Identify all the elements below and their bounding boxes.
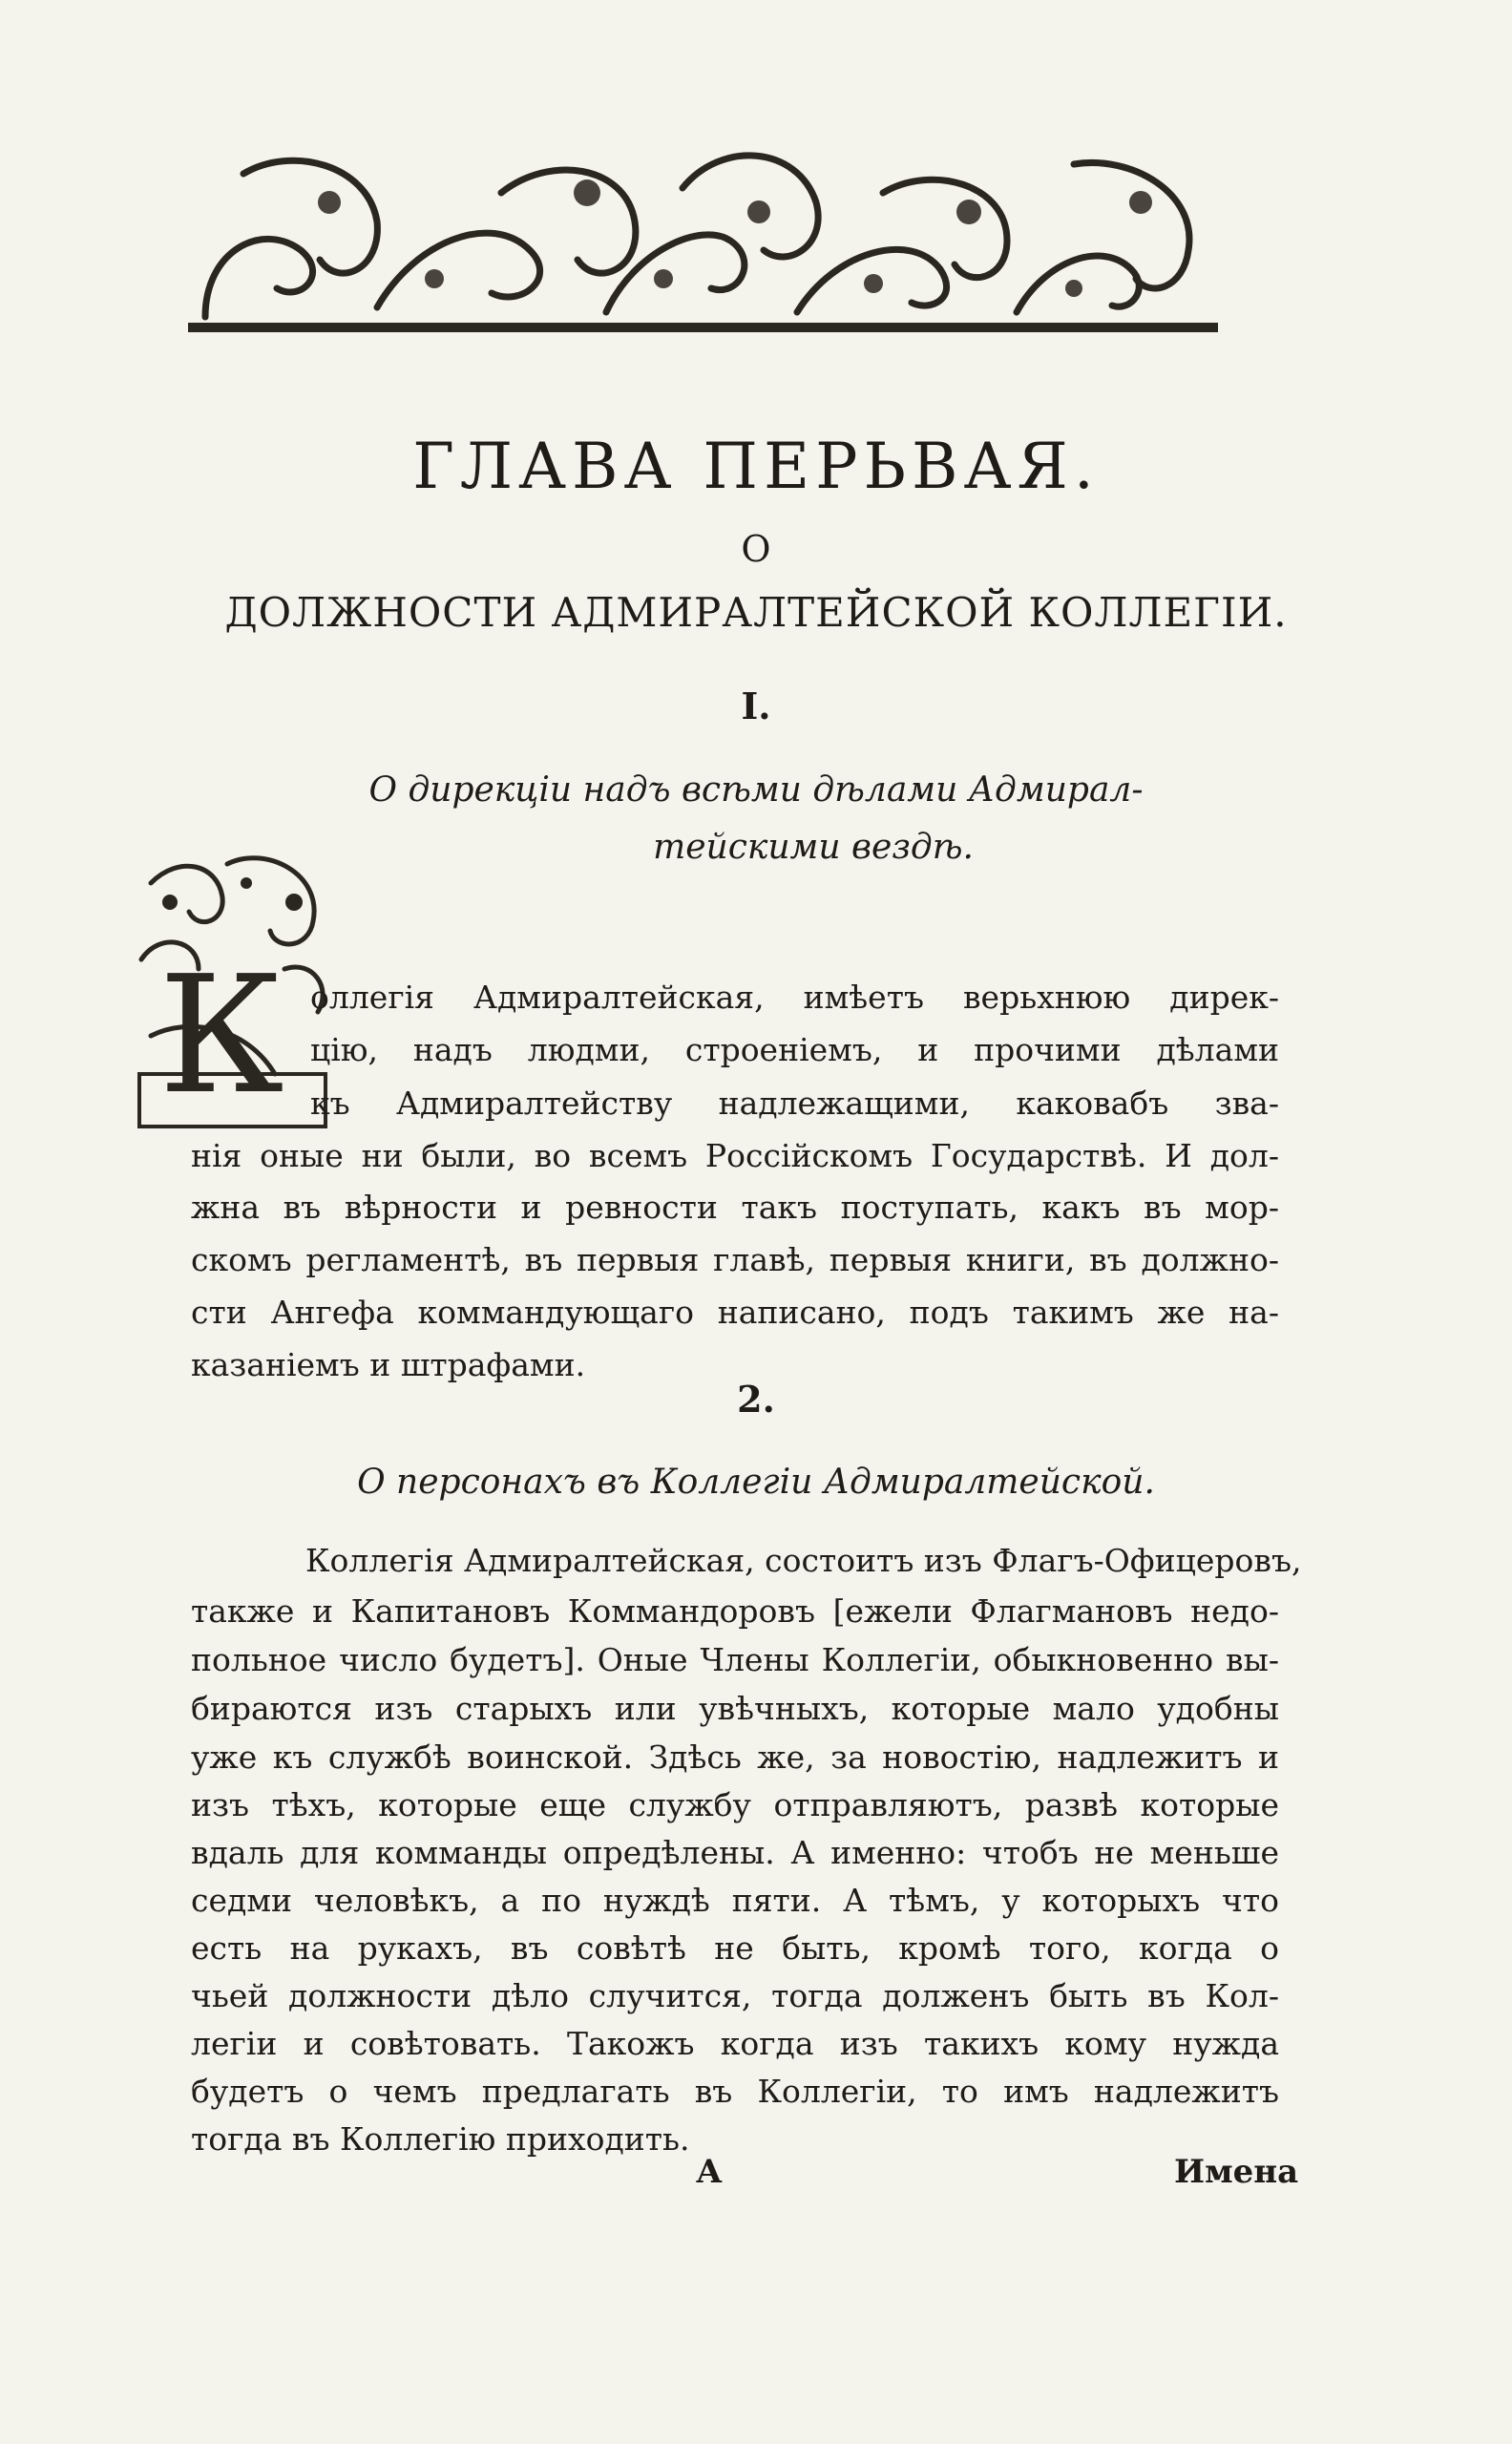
- text-line: польное число будетъ]. Оные Члены Коллегіи, обыкновенно вы-: [191, 1641, 1279, 1678]
- text-line: казаніемъ и штрафами.: [191, 1346, 586, 1383]
- text-line: вдаль для комманды опредѣлены. А именно: чтобъ не меньше: [191, 1834, 1279, 1871]
- section-heading-line: тейскими вездѣ.: [653, 828, 974, 867]
- signature-mark: А: [696, 2153, 723, 2191]
- chapter-subtitle: ДОЛЖНОСТИ АДМИРАЛТЕЙСКОЙ КОЛЛЕГІИ.: [224, 589, 1288, 636]
- text-line: есть на рукахъ, въ совѣтѣ не быть, кромѣ того, когда о: [191, 1929, 1279, 1967]
- chapter-preposition: О: [741, 528, 771, 570]
- chapter-title: ГЛАВА ПЕРЬВАЯ.: [412, 430, 1100, 503]
- text-line: Коллегія Адмиралтейская, состоитъ изъ Флагъ-Офицеровъ,: [305, 1542, 1302, 1579]
- text-line: сти Ангефа коммандующаго написано, подъ такимъ же на-: [191, 1294, 1279, 1331]
- text-line: нія оные ни были, во всемъ Россійскомъ Государствѣ. И дол-: [191, 1137, 1279, 1174]
- section-heading: О персонахъ въ Коллегіи Адмиралтейской.: [357, 1463, 1155, 1502]
- decorated-initial: [132, 845, 337, 1133]
- text-line: также и Капитановъ Коммандоровъ [ежели Флагмановъ недо-: [191, 1592, 1279, 1630]
- catchword: Имена: [1174, 2153, 1299, 2191]
- text-line: жна въ вѣрности и ревности такъ поступать, какъ въ мор-: [191, 1189, 1279, 1226]
- text-line: уже къ службѣ воинской. Здѣсь же, за новостію, надлежитъ и: [191, 1738, 1279, 1776]
- text-line: къ Адмиралтейству надлежащими, каковабъ зва-: [310, 1085, 1279, 1122]
- text-line: легіи и совѣтовать. Такожъ когда изъ такихъ кому нужда: [191, 2025, 1279, 2062]
- text-line: бираются изъ старыхъ или увѣчныхъ, которые мало удобны: [191, 1690, 1279, 1727]
- text-line: оллегія Адмиралтейская, имѣетъ верьхнюю дирек-: [310, 979, 1279, 1016]
- text-line: изъ тѣхъ, которые еще службу отправляютъ, развѣ которые: [191, 1786, 1279, 1823]
- text-line: скомъ регламентѣ, въ первыя главѣ, первыя книги, въ должно-: [191, 1241, 1279, 1278]
- text-line: будетъ о чемъ предлагать въ Коллегіи, то имъ надлежитъ: [191, 2073, 1279, 2110]
- text-line: тогда въ Коллегію приходить.: [191, 2120, 690, 2158]
- section-number: 2.: [737, 1378, 775, 1421]
- section-heading-line: О дирекціи надъ всѣми дѣлами Адмирал-: [368, 770, 1144, 810]
- text-line: седми человѣкъ, а по нуждѣ пяти. А тѣмъ, у которыхъ что: [191, 1882, 1279, 1919]
- ornamental-headpiece: [186, 136, 1220, 341]
- text-line: чьей должности дѣло случится, тогда долженъ быть въ Кол-: [191, 1977, 1279, 2014]
- initial-letter: К: [158, 941, 284, 1130]
- section-number: I.: [741, 685, 771, 727]
- text-line: цію, надъ людми, строеніемъ, и прочими дѣлами: [310, 1031, 1279, 1068]
